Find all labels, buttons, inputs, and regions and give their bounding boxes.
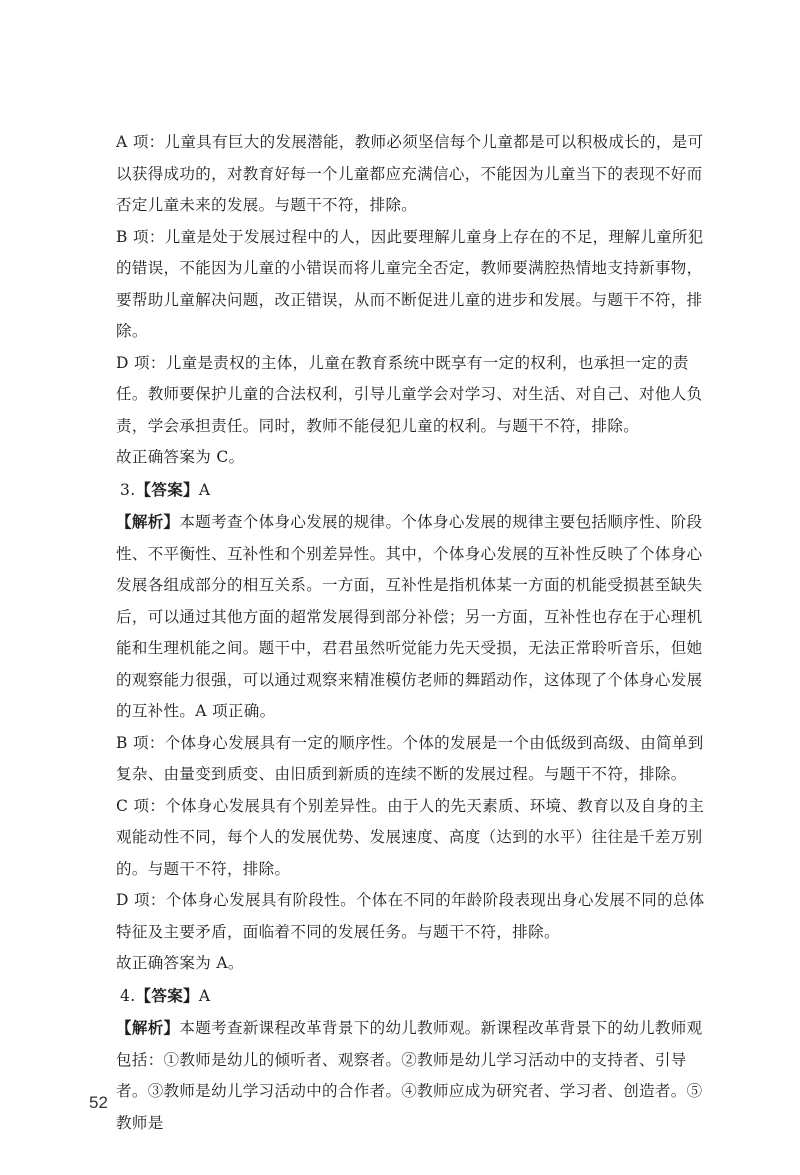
question-3-answer-line: [116, 474, 711, 507]
conclusion-q2: [116, 442, 711, 474]
answer-value: A: [198, 986, 211, 1005]
question-3-option-b: [116, 728, 711, 791]
paragraph-text: C 项：个体身心发展具有个别差异性。由于人的先天素质、环境、教育以及自身的主观能动性不同，每个人的发展优势、发展速度、高度（达到的水平）往往是千差万别的。与题干不符，排除。: [116, 796, 705, 878]
question-number: 3.: [120, 480, 136, 499]
analysis-tag: 【解析】: [116, 512, 180, 531]
question-number: 4.: [120, 986, 136, 1005]
question-3-analysis: [116, 506, 711, 728]
answer-value: A: [198, 480, 211, 499]
analysis-text: 本题考查个体身心发展的规律。个体身心发展的规律主要包括顺序性、阶段性、不平衡性、互补性和个别差异性。其中，个体身心发展的互补性反映了个体身心发展各组成部分的相互关系。一方面，互补性是指机体某一方面的机能受损甚至缺失后，可以通过其他方面的超常发展得到部分补偿；另一方面，互补性也存在于心理机能和生理机能之间。题干中，君君虽然听觉能力先天受损，无法正常聆听音乐，但她的观察能力很强，可以通过观察来精准模仿老师的舞蹈动作，这体现了个体身心发展的互补性。A 项正确。: [116, 513, 703, 720]
paragraph-option-a: [116, 127, 711, 222]
paragraph-text: B 项：个体身心发展具有一定的顺序性。个体的发展是一个由低级到高级、由简单到复杂、由量变到质变、由旧质到新质的连续不断的发展过程。与题干不符，排除。: [116, 733, 704, 783]
paragraph-text: D 项：儿童是责权的主体，儿童在教育系统中既享有一定的权利，也承担一定的责任。教师要保护儿童的合法权利，引导儿童学会对学习、对生活、对自己、对他人负责，学会承担责任。同时，教师不能侵犯儿童的权利。与题干不符，排除。: [116, 353, 703, 435]
analysis-tag: 【解析】: [116, 1018, 180, 1037]
question-4-analysis: [116, 1012, 711, 1139]
conclusion-text: 故正确答案为 C。: [116, 448, 245, 466]
question-3-option-c: [116, 791, 711, 886]
paragraph-text: B 项：儿童是处于发展过程中的人，因此要理解儿童身上存在的不足，理解儿童所犯的错误，不能因为儿童的小错误而将儿童完全否定，教师要满腔热情地支持新事物，要帮助儿童解决问题，改正错误，从而不断促进儿童的进步和发展。与题干不符，排除。: [116, 227, 704, 340]
conclusion-text: 故正确答案为 A。: [116, 954, 244, 972]
answer-tag: 【答案】: [135, 985, 199, 1005]
question-3-option-d: [116, 885, 711, 948]
paragraph-text: A 项：儿童具有巨大的发展潜能，教师必须坚信每个儿童都是可以积极成长的，是可以获得成功的，对教育好每一个儿童都应充满信心，不能因为儿童当下的表现不好而否定儿童未来的发展。与题干不符，排除。: [116, 133, 704, 214]
paragraph-text: D 项：个体身心发展具有阶段性。个体在不同的年龄阶段表现出身心发展不同的总体特征及主要矛盾，面临着不同的发展任务。与题干不符，排除。: [116, 891, 705, 941]
page-body: [116, 127, 711, 1139]
conclusion-q3: [116, 948, 711, 980]
page-number: 52: [89, 1093, 108, 1112]
paragraph-option-d: [116, 348, 711, 443]
question-4-answer-line: [116, 980, 711, 1013]
answer-tag: 【答案】: [135, 479, 199, 499]
paragraph-option-b: [116, 222, 711, 348]
analysis-text: 本题考查新课程改革背景下的幼儿教师观。新课程改革背景下的幼儿教师观包括：①教师是幼儿的倾听者、观察者。②教师是幼儿学习活动中的支持者、引导者。③教师是幼儿学习活动中的合作者。④教师应成为研究者、学习者、创造者。⑤教师是: [116, 1019, 703, 1132]
